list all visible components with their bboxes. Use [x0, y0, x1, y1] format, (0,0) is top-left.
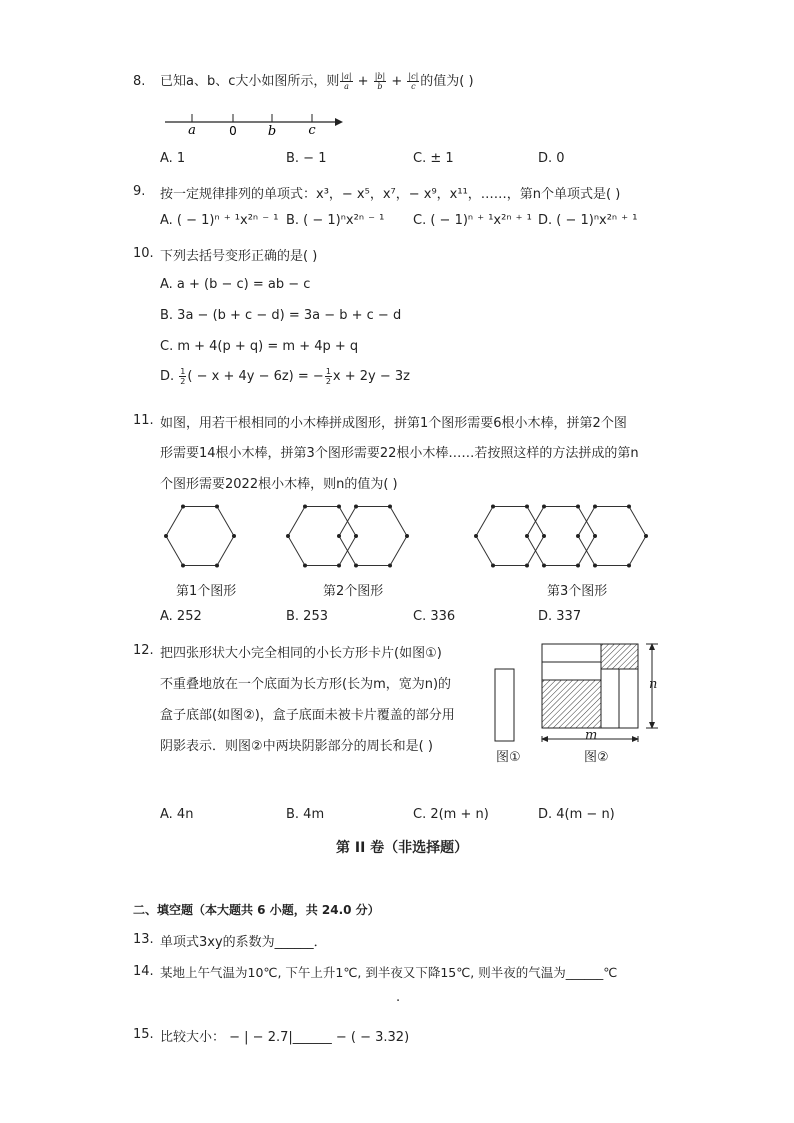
section-title: 第 II 卷（非选择题） [336, 840, 469, 856]
vertex-dot [232, 534, 236, 538]
q9-option-c[interactable]: C. ( − 1)ⁿ ⁺ ¹x²ⁿ ⁺ ¹ [413, 213, 532, 228]
vertex-dot [491, 563, 495, 567]
q12-option-c[interactable]: C. 2(m + n) [413, 807, 489, 822]
vertex-dot [286, 534, 290, 538]
vertex-dot [164, 534, 168, 538]
vertex-dot [576, 505, 580, 509]
vertex-dot [525, 505, 529, 509]
frac-denominator: c [411, 82, 416, 91]
vertex-dot [215, 505, 219, 509]
q8-stem-text: 已知a、b、c大小如图所示，则 [160, 74, 340, 89]
q9-option-a[interactable]: A. ( − 1)ⁿ ⁺ ¹x²ⁿ ⁻ ¹ [160, 213, 279, 228]
q8-option-c[interactable]: C. ± 1 [413, 151, 454, 166]
q12-option-a[interactable]: A. 4n [160, 807, 194, 822]
vertex-dot [644, 534, 648, 538]
q14-dot: . [396, 990, 401, 1005]
vertex-dot [337, 563, 341, 567]
q12-line1: 把四张形状大小完全相同的小长方形卡片(如图①) [160, 646, 442, 661]
vertex-dot [405, 534, 409, 538]
hexagon [288, 507, 356, 566]
q9-option-b[interactable]: B. ( − 1)ⁿx²ⁿ ⁻ ¹ [286, 213, 385, 228]
q12-number: 12. [133, 643, 154, 658]
q12-dim-n: n [649, 677, 658, 692]
vertex-dot [337, 534, 341, 538]
vertex-dot [354, 563, 358, 567]
q8-stem: 已知a、b、c大小如图所示，则 $\frac{|a|}{a}$ + $\frac{|b|}{b}$ + $\frac{|c|}{c}$ 的值为( ) [160, 72, 474, 91]
hexagon [339, 507, 407, 566]
q11-fig2-label: 第2个图形 [323, 584, 384, 599]
q12-line4: 阴影表示．则图②中两块阴影部分的周长和是( ) [160, 739, 433, 754]
vertex-dot [303, 505, 307, 509]
q9-stem: 按一定规律排列的单项式：x³，− x⁵，x⁷，− x⁹，x¹¹，……，第n个单项式是( ) [160, 187, 621, 202]
vertex-dot [303, 563, 307, 567]
frac-numerator: |b| [374, 72, 386, 81]
vertex-dot [181, 505, 185, 509]
q9-option-d[interactable]: D. ( − 1)ⁿx²ⁿ ⁺ ¹ [538, 213, 638, 228]
part2-heading: 二、填空题（本大题共 6 小题，共 24.0 分） [133, 903, 380, 917]
q12-line2: 不重叠地放在一个底面为长方形(长为m，宽为n)的 [160, 677, 452, 692]
q8-frac-a [340, 72, 352, 91]
vertex-dot [388, 563, 392, 567]
q8-option-b[interactable]: B. − 1 [286, 151, 327, 166]
q12-fig2-label: 图② [584, 750, 609, 765]
q10-d-end: x + 2y − 3z [332, 369, 410, 384]
shade-bottom-left [542, 680, 601, 728]
hexagon [527, 507, 595, 566]
frac-numerator: 1 [325, 367, 331, 376]
vertex-dot [337, 505, 341, 509]
vertex-dot [593, 563, 597, 567]
vertex-dot [542, 563, 546, 567]
q11-figures [155, 500, 695, 572]
q10-option-a[interactable]: A. a + (b − c) = ab − c [160, 277, 311, 292]
vertex-dot [627, 563, 631, 567]
q10-number: 10. [133, 246, 154, 261]
vertex-dot [215, 563, 219, 567]
q12-option-d[interactable]: D. 4(m − n) [538, 807, 615, 822]
q10-stem: 下列去括号变形正确的是( ) [160, 249, 318, 264]
q13-text: 单项式3xy的系数为______． [160, 935, 327, 950]
vertex-dot [525, 534, 529, 538]
vertex-dot [474, 534, 478, 538]
q10-d-frac [179, 367, 186, 386]
vertex-dot [491, 505, 495, 509]
frac-denominator: 2 [180, 377, 186, 386]
q10-option-d[interactable] [160, 367, 410, 386]
q11-option-c[interactable]: C. 336 [413, 609, 456, 624]
fig1-card [495, 669, 514, 741]
vertex-dot [181, 563, 185, 567]
q8-frac-b [374, 72, 387, 91]
q11-fig1-label: 第1个图形 [176, 584, 237, 599]
frac-numerator: |c| [408, 72, 419, 81]
q8-frac-c [407, 72, 419, 91]
hexagon [578, 507, 646, 566]
q12-dim-m: m [585, 728, 598, 743]
frac-denominator: a [344, 82, 349, 91]
vertex-dot [354, 505, 358, 509]
nl-label-b: b [267, 124, 277, 138]
vertex-dot [354, 534, 358, 538]
q8-number: 8. [133, 74, 146, 89]
hexagon [476, 507, 544, 566]
q12-line3: 盒子底部(如图②)，盒子底面未被卡片覆盖的部分用 [160, 708, 455, 723]
frac-denominator: b [377, 82, 383, 91]
q10-option-b[interactable]: B. 3a − (b + c − d) = 3a − b + c − d [160, 308, 402, 323]
hexagon [166, 507, 234, 566]
q8-number-line [160, 108, 345, 138]
vertex-dot [576, 563, 580, 567]
q12-fig1-label: 图① [496, 750, 521, 765]
q15-number: 15. [133, 1027, 154, 1042]
vertex-dot [593, 534, 597, 538]
nl-label-a: a [188, 123, 196, 138]
q8-stem-end: 的值为( ) [420, 74, 474, 89]
shade-top-right [601, 644, 638, 669]
q14-text: 某地上午气温为10℃, 下午上升1℃, 到半夜又下降15℃, 则半夜的气温为______℃ [160, 965, 618, 980]
q13-number: 13. [133, 932, 154, 947]
frac-numerator: 1 [180, 367, 186, 376]
q12-option-b[interactable]: B. 4m [286, 807, 325, 822]
q10-d-frac2 [325, 367, 332, 386]
vertex-dot [593, 505, 597, 509]
q11-option-a[interactable]: A. 252 [160, 609, 202, 624]
q11-number: 11. [133, 413, 154, 428]
q15-text: 比较大小： − | − 2.7|______ − ( − 3.32) [160, 1030, 410, 1045]
frac-denominator: 2 [325, 377, 331, 386]
q11-option-b[interactable]: B. 253 [286, 609, 328, 624]
frac-numerator: |a| [341, 72, 352, 81]
q8-option-d[interactable]: D. 0 [538, 151, 565, 166]
vertex-dot [525, 563, 529, 567]
q10-d-prefix: D. [160, 369, 175, 384]
q8-option-a[interactable]: A. 1 [160, 151, 186, 166]
q9-number: 9. [133, 184, 146, 199]
q14-number: 14. [133, 964, 154, 979]
q10-option-c[interactable]: C. m + 4(p + q) = m + 4p + q [160, 339, 359, 354]
vertex-dot [627, 505, 631, 509]
vertex-dot [388, 505, 392, 509]
q11-line2: 形需要14根小木棒，拼第3个图形需要22根小木棒……若按照这样的方法拼成的第n [160, 446, 639, 461]
q11-option-d[interactable]: D. 337 [538, 609, 582, 624]
q10-d-mid: ( − x + 4y − 6z) = − [187, 369, 324, 384]
q11-line1: 如图，用若干根相同的小木棒拼成图形，拼第1个图形需要6根小木棒，拼第2个图 [160, 416, 627, 431]
vertex-dot [542, 534, 546, 538]
vertex-dot [542, 505, 546, 509]
nl-label-c: c [308, 123, 316, 138]
vertex-dot [576, 534, 580, 538]
nl-label-0: 0 [229, 124, 237, 138]
q11-fig3-label: 第3个图形 [547, 584, 608, 599]
q11-line3: 个图形需要2022根小木棒，则n的值为( ) [160, 477, 398, 492]
